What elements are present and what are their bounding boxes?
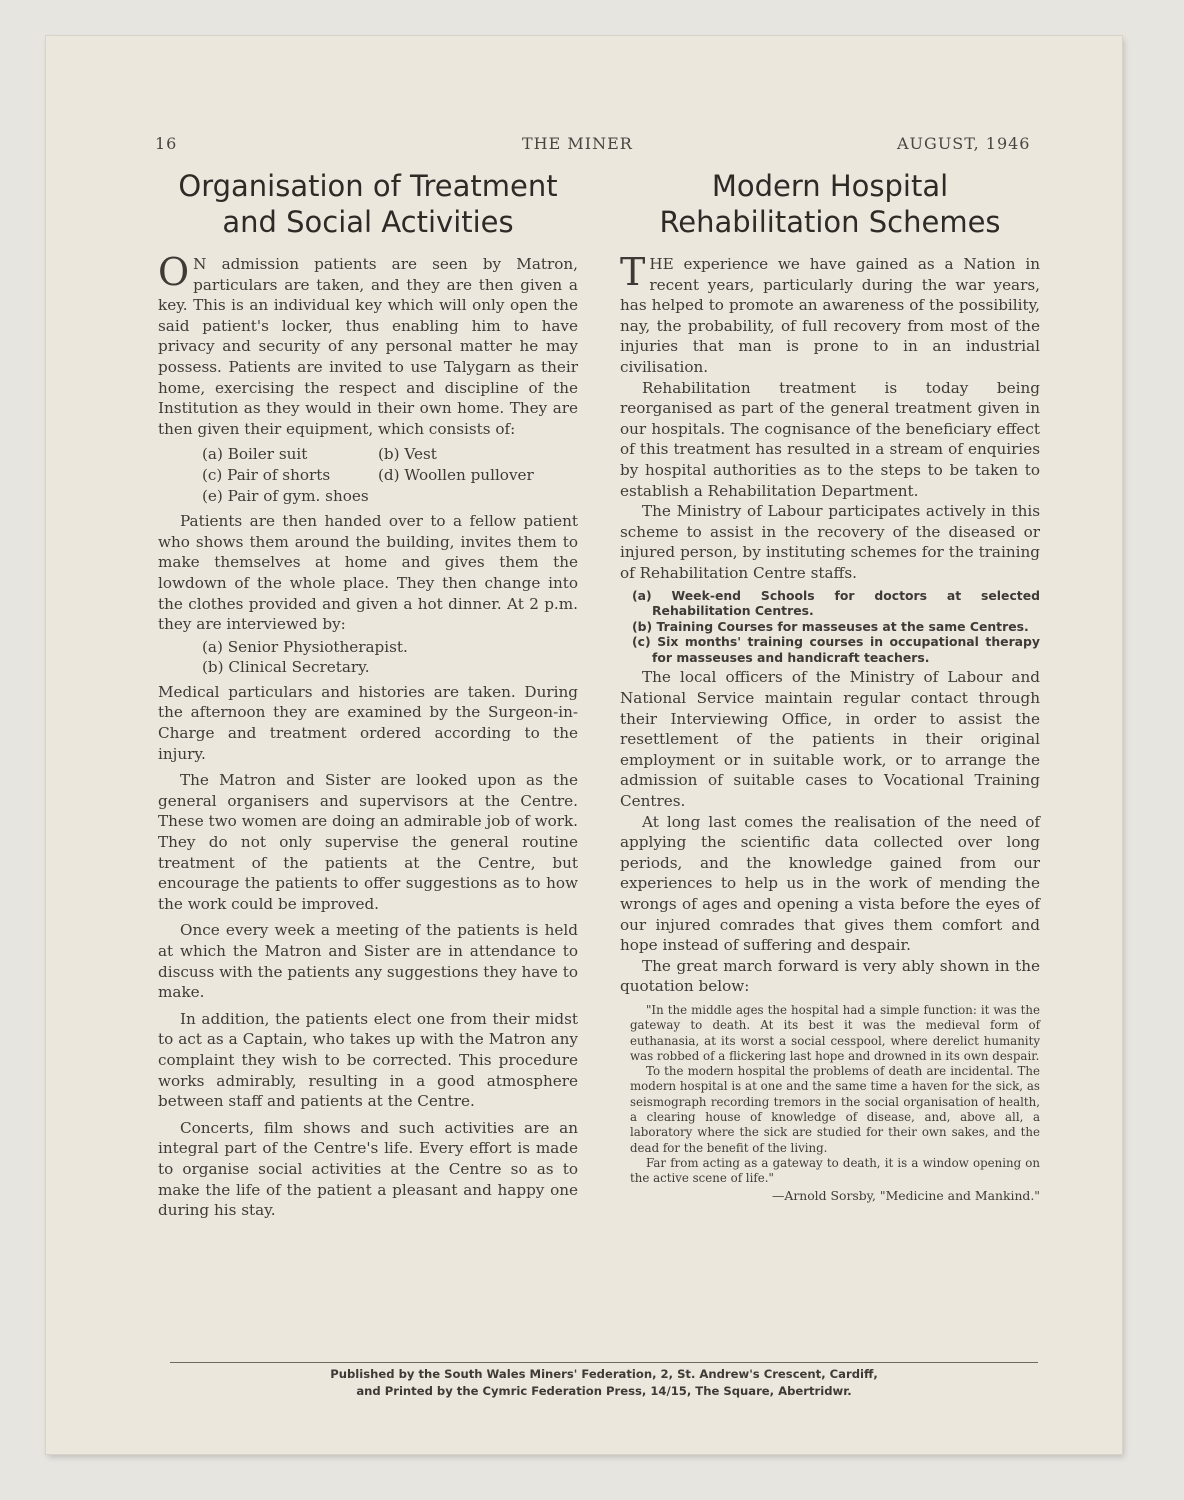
right-article	[620, 168, 1040, 1204]
left-paragraph-6: In addition, the patients elect one from their midst to act as a Captain, who takes up with the Matron any complaint they wish to be corrected. This procedure works admirably, resulting in a good atmosphere between staff and patients at the Centre.	[158, 1009, 578, 1111]
quotation	[630, 1003, 1040, 1204]
imprint-line-2: and Printed by the Cymric Federation Press, 14/15, The Square, Abertridwr.	[356, 1384, 852, 1398]
quote-attribution: —Arnold Sorsby, "Medicine and Mankind."	[771, 1187, 1040, 1203]
left-article	[158, 168, 578, 1221]
left-paragraph-1	[158, 250, 578, 439]
left-title-line2: and Social Activities	[222, 205, 514, 239]
imprint-line-1: Published by the South Wales Miners' Federation, 2, St. Andrew's Crescent, Cardiff,	[330, 1367, 878, 1381]
interviewer-list	[202, 637, 578, 678]
drop-cap: T	[620, 250, 646, 294]
left-paragraph-3: Medical particulars and histories are taken. During the afternoon they are examined by the Surgeon-in-Charge and treatment ordered according to the injury.	[158, 682, 578, 763]
right-title-line2: Rehabilitation Schemes	[659, 205, 1001, 239]
left-title-line1: Organisation of Treatment	[178, 169, 558, 203]
right-paragraph-6: The great march forward is very ably shown in the quotation below:	[620, 956, 1040, 996]
right-paragraph-1-text: HE experience we have gained as a Nation in recent years, particularly during the war years, has helped to promote an awareness of the possibility, nay, the probability, of full recovery from most of the injuries that man is prone to in an industrial civilisation.	[620, 255, 1040, 376]
right-paragraph-2: Rehabilitation treatment is today being reorganised as part of the general treatment given in our hospitals. The cognisance of the beneficiary effect of this treatment has resulted in a stream of enquiries by hospital authorities as to the steps to be taken to establish a Rehabilitation Department.	[620, 378, 1040, 500]
right-paragraph-5: At long last comes the realisation of the need of applying the scientific data collected over long periods, and the knowledge gained from our experiences to help us in the work of mending the wrongs of ages and opening a vista before the eyes of our injured comrades that gives them comfort and hope instead of suffering and despair.	[620, 812, 1040, 955]
right-title-line1: Modern Hospital	[711, 169, 949, 203]
page-number: 16	[155, 134, 178, 153]
list-item: (b) Training Courses for masseuses at the same Centres.	[632, 618, 1029, 634]
issue-date: AUGUST, 1946	[897, 134, 1031, 153]
left-paragraph-7: Concerts, film shows and such activities are an integral part of the Centre's life. Every effort is made to organise social activities at the Centre so as to make the life of the patient a pleasant and happy one during his stay.	[158, 1118, 578, 1220]
list-item: (b) Vest	[378, 445, 437, 464]
list-item: (b) Clinical Secretary.	[202, 658, 370, 677]
magazine-title: THE MINER	[522, 134, 633, 153]
left-paragraph-2: Patients are then handed over to a fellow patient who shows them around the building, invites them to make themselves at home and gives them the lowdown of the whole place. They then change into the clothes provided and given a hot dinner. At 2 p.m. they are interviewed by:	[158, 512, 578, 634]
quote-paragraph: "In the middle ages the hospital had a simple function: it was the gateway to death. At its best it was the medieval form of euthanasia, at its worst a social cesspool, where derelict humanity was robbed of a flickering last hope and drowned in its own despair.	[630, 1002, 1040, 1063]
list-item: (a) Week-end Schools for doctors at selected Rehabilitation Centres.	[632, 587, 1040, 619]
list-item: (a) Boiler suit	[202, 445, 308, 464]
list-item: (e) Pair of gym. shoes	[202, 486, 369, 505]
right-article-title	[620, 168, 1040, 240]
right-paragraph-1	[620, 250, 1040, 378]
left-paragraph-1-text: N admission patients are seen by Matron, particulars are taken, and they are then given a key. This is an individual key which will only open the said patient's locker, thus enabling him to have privacy and security of any personal matter he may possess. Patients are invited to use Talygarn as their home, exercising the respect and discipline of the Institution as they would in their own home. They are then given their equipment, which consists of:	[158, 255, 578, 438]
list-item: (c) Six months' training courses in occupational therapy for masseuses and handicraft teachers.	[632, 634, 1040, 665]
list-item: (a) Senior Physiotherapist.	[202, 637, 408, 656]
left-paragraph-4: The Matron and Sister are looked upon as the general organisers and supervisors at the Centre. These two women are doing an admirable job of work. They do not only supervise the general routine treatment of the patients at the Centre, but encourage the patients to offer suggestions as to how the work could be improved.	[158, 771, 578, 913]
right-paragraph-4: The local officers of the Ministry of Labour and National Service maintain regular contact through their Interviewing Office, in order to assist the resettlement of the patients in their original employment or in suitable work, or to arrange the admission of suitable cases to Vocational Training Centres.	[620, 668, 1040, 811]
list-item: (d) Woollen pullover	[378, 465, 534, 484]
list-item: (c) Pair of shorts	[202, 465, 331, 484]
drop-cap: O	[158, 250, 190, 294]
quote-paragraph: Far from acting as a gateway to death, it is a window opening on the active scene of life."	[630, 1155, 1040, 1186]
training-schemes-list	[632, 588, 1040, 666]
imprint	[170, 1366, 1038, 1400]
left-paragraph-5: Once every week a meeting of the patients is held at which the Matron and Sister are in attendance to discuss with the patients any suggestions they have to make.	[158, 921, 578, 1002]
right-paragraph-3: The Ministry of Labour participates actively in this scheme to assist in the recovery of the diseased or injured person, by instituting schemes for the training of Rehabilitation Centre staffs.	[620, 502, 1040, 582]
footer-rule	[170, 1362, 1038, 1363]
quote-paragraph: To the modern hospital the problems of death are incidental. The modern hospital is at one and the same time a haven for the sick, as seismograph recording tremors in the social organisation of health, a clearing house of knowledge of disease, and, above all, a laboratory where the sick are studied for their own sakes, and the dead for the benefit of the living.	[630, 1064, 1040, 1155]
left-article-title	[158, 168, 578, 240]
equipment-list	[202, 444, 578, 506]
